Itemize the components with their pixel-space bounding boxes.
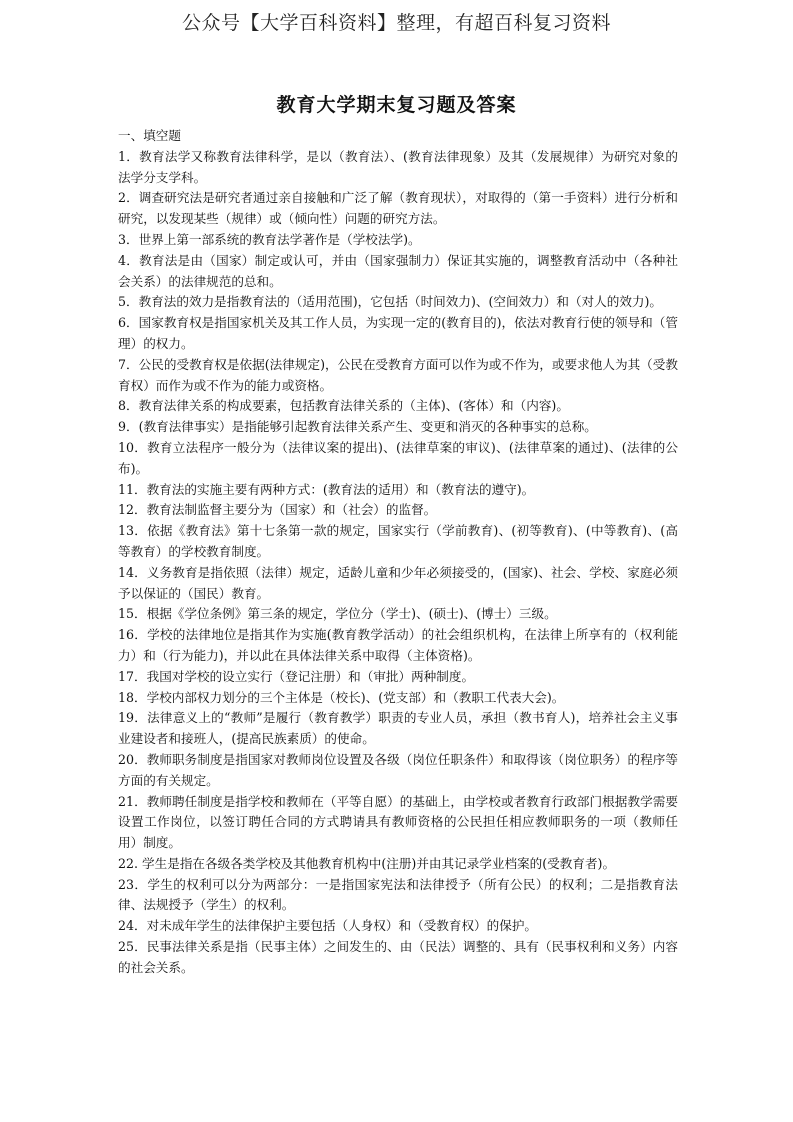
question-19: 19．法律意义上的“教师”是履行（教育教学）职责的专业人员，承担（教书育人)，培养社会主义事业建设者和接班人，(提高民族素质）的使命。 [118,710,678,747]
question-6: 6．国家教育权是指国家机关及其工作人员，为实现一定的(教育目的)，依法对教育行使的领导和（管理）的权力。 [118,315,678,351]
question-20: 20．教师职务制度是指国家对教师岗位设置及各级（岗位任职条件）和取得该（岗位职务）的程序等方面的有关规定。 [118,751,678,788]
question-12: 12．教育法制监督主要分为（国家）和（社会）的监督。 [118,502,437,518]
document-content [118,126,678,979]
section-heading: 一、填空题 [118,128,181,143]
question-8: 8．教育法律关系的构成要素，包括教育法律关系的（主体)、(客体）和（内容)。 [118,398,569,414]
document-title: 教育大学期末复习题及答案 [276,94,517,116]
question-13: 13．依据《教育法》第十七条第一款的规定，国家实行（学前教育)、(初等教育)、(中等教育)、(高等教育）的学校教育制度。 [118,523,678,559]
question-9: 9．(教育法律事实）是指能够引起教育法律关系产生、变更和消灭的各种事实的总称。 [118,419,597,435]
question-16: 16．学校的法律地位是指其作为实施(教育教学活动）的社会组织机构，在法律上所享有的（权利能力）和（行为能力)，并以此在具体法律关系中取得（主体资格)。 [118,627,678,663]
question-23: 23．学生的权利可以分为两部分：一是指国家宪法和法律授予（所有公民）的权利；二是指教育法律、法规授予（学生）的权利。 [118,876,678,913]
question-15: 15．根据《学位条例》第三条的规定，学位分（学士)、(硕士)、(博士）三级。 [118,606,557,622]
header-banner: 公众号【大学百科资料】整理，有超百科复习资料 [181,12,611,34]
question-24: 24．对未成年学生的法律保护主要包括（人身权）和（受教育权）的保护。 [118,918,538,934]
question-5: 5．教育法的效力是指教育法的（适用范围)，它包括（时间效力)、(空间效力）和（对人的效力)。 [118,294,663,310]
question-17: 17．我国对学校的设立实行（登记注册）和（审批）两种制度。 [118,668,475,684]
question-22: 22. 学生是指在各级各类学校及其他教育机构中(注册)并由其记录学业档案的(受教育者)。 [118,855,616,871]
question-10: 10．教育立法程序一般分为（法律议案的提出)、(法律草案的审议)、(法律草案的通过)、(法律的公布)。 [118,439,678,476]
question-4: 4．教育法是由（国家）制定或认可，并由（国家强制力）保证其实施的，调整教育活动中（各种社会关系）的法律规范的总和。 [118,252,678,289]
question-3: 3．世界上第一部系统的教育法学著作是（学校法学)。 [118,231,421,247]
question-18: 18．学校内部权力划分的三个主体是（校长)、(党支部）和（教职工代表大会)。 [118,689,565,705]
question-21: 21．教师聘任制度是指学校和教师在（平等自愿）的基础上，由学校或者教育行政部门根据教学需要设置工作岗位，以签订聘任合同的方式聘请具有教师资格的公民担任相应教师职务的一项（教师任用）制度。 [118,793,678,851]
question-1: 1．教育法学又称教育法律科学，是以（教育法）、(教育法律现象）及其（发展规律）为研究对象的法学分支学科。 [118,148,678,185]
question-11: 11．教育法的实施主要有两种方式：(教育法的适用）和（教育法的遵守)。 [118,481,535,497]
question-7: 7．公民的受教育权是依据(法律规定)，公民在受教育方面可以作为或不作为，或要求他人为其（受教育权）而作为或不作为的能力或资格。 [118,356,678,393]
question-25: 25．民事法律关系是指（民事主体）之间发生的、由（民法）调整的、具有（民事权利和义务）内容的社会关系。 [118,939,678,975]
question-14: 14．义务教育是指依照（法律）规定，适龄儿童和少年必须接受的，(国家)、社会、学校、家庭必须予以保证的（国民）教育。 [118,564,678,601]
question-2: 2．调查研究法是研究者通过亲自接触和广泛了解（教育现状），对取得的（第一手资料）进行分析和研究，以发现某些（规律）或（倾向性）问题的研究方法。 [118,190,678,227]
